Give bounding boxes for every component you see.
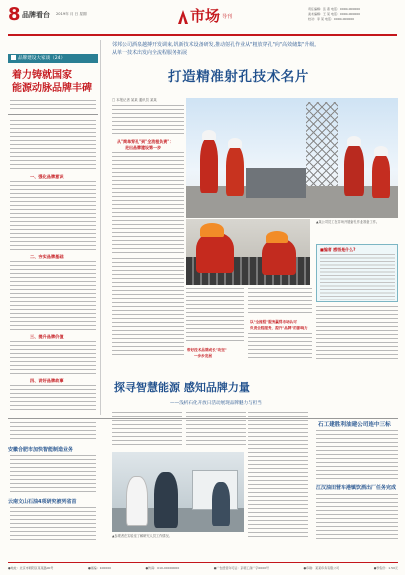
right-brief-text [316, 494, 398, 540]
header-rule [8, 34, 397, 36]
left-body-text [10, 261, 96, 331]
rig-machinery [246, 168, 306, 198]
main-title: 打造精准射孔技术名片 [168, 69, 309, 85]
left-subhead: 二、夯实品牌基础 [30, 254, 64, 259]
footer-item: ●零售价：1.50元 [373, 566, 398, 570]
main-subhead: 带好技术品牌成长"攻坚" [187, 348, 227, 352]
editor-line: 校对：李 某 电话：0000-000000 [308, 17, 355, 21]
left-intro-text [10, 100, 96, 112]
logo-text: 市场 [190, 7, 221, 25]
worker-figure [262, 239, 296, 275]
main-subhead: 一步步发展 [194, 354, 212, 358]
worker-figure [344, 144, 364, 196]
worker-figure [200, 138, 218, 193]
worker-helmet [202, 130, 216, 140]
left-body-text [10, 181, 96, 251]
main-body-text [112, 152, 184, 254]
main-subhead: 从"简单穿孔"到"全流程负责"： [117, 139, 174, 144]
visitor-figure [126, 476, 148, 526]
sidebar-box [316, 244, 398, 302]
brief-text [10, 455, 96, 493]
worker-helmet [266, 231, 288, 243]
deck-line-1: 邻邦公司酒泉越搏开发调束,钒新技术设备研发,推动射孔作业从"粗放穿孔"向"高效储集"升级。 [112, 42, 320, 48]
series-tag [8, 54, 98, 63]
left-subhead: 四、讲好品牌故事 [30, 378, 64, 383]
issue-info: 2019年 月 日 星期 [56, 12, 87, 16]
left-body-text [10, 120, 96, 172]
logo-mark-icon [178, 10, 188, 24]
section-name: 品牌看台 [22, 11, 50, 19]
brief-text [10, 507, 96, 543]
deck-line-2: 从单一技术出发向全流程服务拓展 [112, 50, 188, 56]
column-divider [100, 40, 101, 415]
worker-helmet [228, 138, 242, 148]
left-body-text [10, 341, 96, 375]
main-photo-rig [186, 98, 398, 218]
worker-figure [226, 146, 244, 196]
masthead-logo [178, 7, 238, 29]
worker-figure [372, 154, 390, 198]
left-column [8, 40, 98, 415]
footer-item: ●印刷：某某印务有限公司 [303, 566, 340, 570]
worker-helmet [200, 223, 224, 237]
lower-left-column [8, 420, 98, 560]
footer [8, 564, 398, 572]
lower-body-text [112, 412, 182, 448]
series-tag-label: 品牌建设大家谈（24） [18, 56, 66, 61]
worker-helmet [374, 146, 388, 156]
left-headline-2: 能源动脉品牌丰碑 [12, 83, 92, 94]
footer-item: ●广告经营许可证：京朝工商广字0000号 [213, 566, 270, 570]
footer-item: ●传真：010-00000000 [145, 566, 180, 570]
main-subhead: 走出品牌建设第一步 [125, 145, 161, 150]
sidebar-text [320, 254, 395, 300]
main-body-text [248, 288, 312, 316]
main-deck [112, 41, 392, 57]
main-body-text [186, 288, 244, 344]
editor-line: 责任编辑：张 燕 电话：0000-000000 [308, 7, 361, 11]
brief-title: 安徽合肥市加快智能制造业务 [8, 447, 74, 453]
sidebar-title: ■编者 感悟是什么? [320, 247, 356, 252]
page-header [8, 5, 398, 35]
left-headline-1: 着力铸就国家 [12, 70, 72, 81]
right-brief-title-1: 石工建胜利油建公司连中三标 [318, 422, 391, 428]
main-body-text [316, 306, 398, 360]
lower-main-subtitle: ——浅析石化开放日活动展现品牌魅力与担当 [170, 401, 262, 406]
lab-photo [112, 452, 244, 532]
worker-helmet [347, 136, 361, 146]
worker-figure [196, 233, 234, 273]
editor-line: 美术编辑：王 某 电话：0000-000000 [308, 12, 361, 16]
left-divider [8, 114, 98, 115]
brief-title: 云南文山石油4项研究被列省首 [8, 499, 77, 505]
series-tag-icon [11, 55, 16, 60]
main-body-text [112, 258, 184, 358]
right-brief-text [316, 430, 398, 480]
lower-body-text [186, 412, 246, 448]
visitor-figure [154, 472, 178, 528]
main-byline: □ 本报记者 某某 通讯员 某某 [112, 98, 157, 102]
main-photo-worker [186, 219, 310, 285]
brief-text [10, 422, 96, 442]
lower-main-title: 探寻智慧能源 感知品牌力量 [114, 381, 250, 394]
visitor-figure [212, 482, 230, 526]
footer-item: ●邮编：100000 [87, 566, 112, 570]
photo-caption: ▲某公司员工在井场开展射孔作业准备工作。 [316, 220, 380, 224]
logo-sub: 导刊 [222, 14, 233, 20]
footer-item: ●地址：北京市朝阳区某某路00号 [8, 566, 54, 570]
left-subhead: 一、强化品牌意识 [30, 174, 64, 179]
main-body-text [112, 105, 184, 135]
main-body-text [248, 333, 312, 359]
left-subhead: 三、提升品牌价值 [30, 334, 64, 339]
left-body-text [10, 385, 96, 413]
right-brief-title-2: 江汉油田营车港镇饮酒出厂任务完成 [316, 485, 397, 491]
editor-info [308, 7, 398, 22]
footer-rule [8, 562, 398, 563]
lab-photo-caption: ▲参观者在实验室了解研究人员工作情况。 [112, 534, 172, 538]
main-subhead: 以"全流程"服务赢得市场认可 [250, 320, 297, 324]
page-number: 8 [8, 4, 21, 25]
main-subhead: 负责全程服务，提升"品牌"的影响力 [250, 326, 308, 330]
lower-body-text [248, 412, 308, 538]
